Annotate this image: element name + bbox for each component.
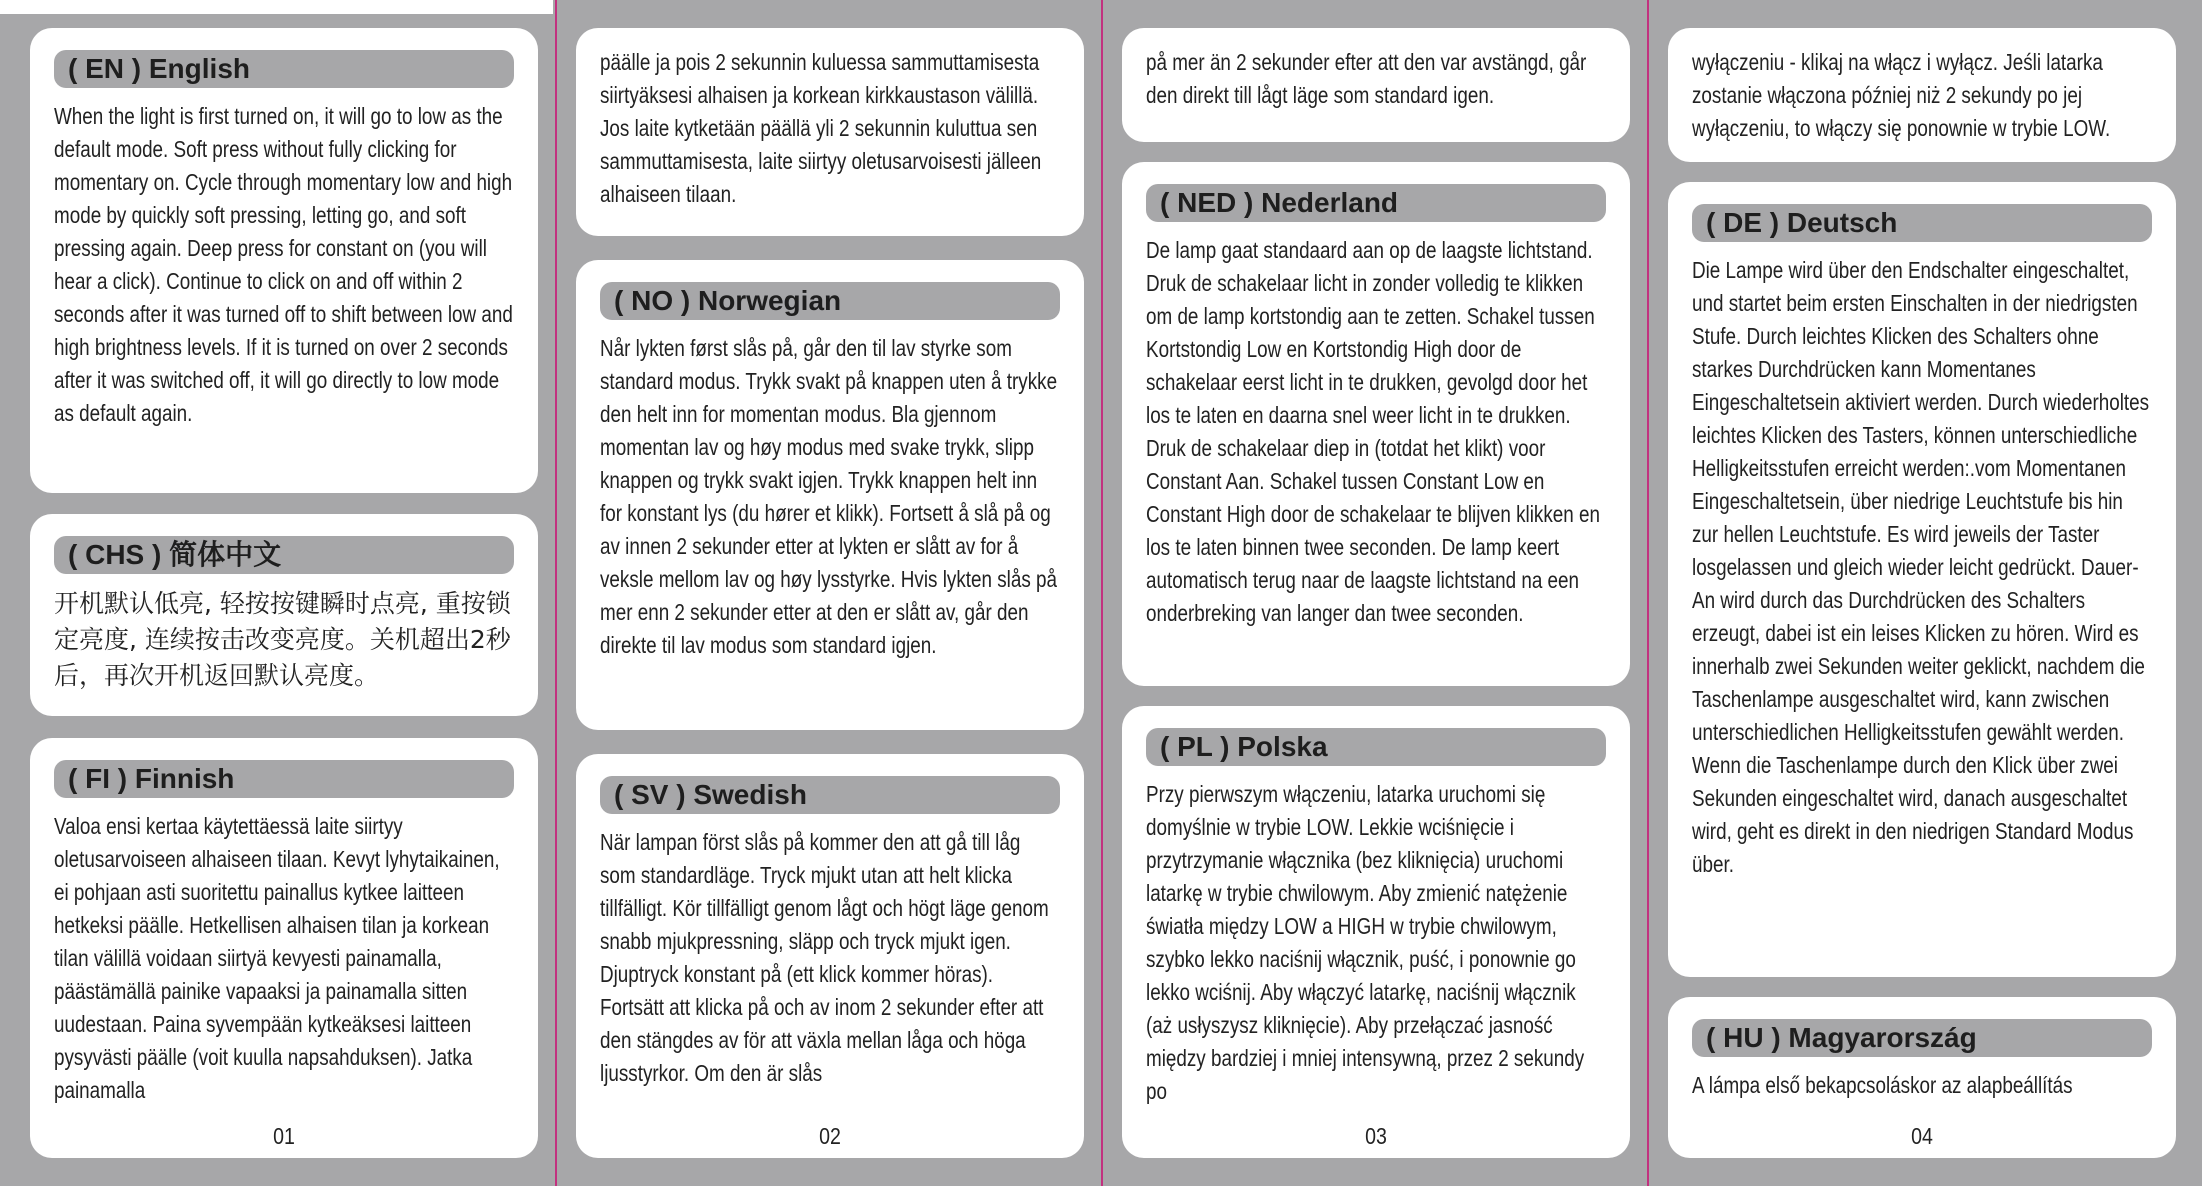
section-body: A lámpa első bekapcsoláskor az alapbeállítás: [1692, 1072, 2073, 1098]
section-header: ( HU ) Magyarország: [1692, 1019, 2152, 1057]
section-card-norwegian: [576, 260, 1084, 730]
panel-divider: [1101, 0, 1103, 1186]
section-header: ( CHS ) 简体中文: [54, 536, 514, 574]
section-header: ( PL ) Polska: [1146, 728, 1606, 766]
section-body: Przy pierwszym włączeniu, latarka uruchomi się domyślnie w trybie LOW. Lekkie wciśnięcie i przytrzymanie włącznika (bez kliknięcia) uruchomi latarkę w trybie chwilowym. Aby zmienić natężenie światła między LOW a HIGH w trybie chwilowym, szybko lekko naciśnij włącznik, puść, i ponownie go lekko wciśnij. Aby włączyć latarkę, naciśnij włącznik (aż usłyszysz kliknięcie). Aby przełączać jasność między bardziej i mniej intensywną, przez 2 sekundy po: [1146, 781, 1585, 1104]
section-body: De lamp gaat standaard aan op de laagste lichtstand. Druk de schakelaar licht in zonder volledig te klikken om de lamp kortstondig aan te zetten. Schakel tussen Kortstondig Low en Kortstondig High door de schakelaar eerst licht in te drukken, gevolgd door het los te laten en daarna snel weer licht in te drukken. Druk de schakelaar diep in (totdat het klikt) voor Constant Aan. Schakel tussen Constant Low en Constant High door de schakelaar te blijven klikken en los te laten binnen twee seconden. De lamp keert automatisch terug naar de laagste lichtstand na een onderbreking van langer dan twee seconden.: [1146, 237, 1600, 626]
section-card-finnish-cont: [576, 28, 1084, 236]
section-card-chinese: [30, 514, 538, 716]
section-card-finnish: [30, 738, 538, 1158]
section-header: ( DE ) Deutsch: [1692, 204, 2152, 242]
section-header: ( NO ) Norwegian: [600, 282, 1060, 320]
section-body: päälle ja pois 2 sekunnin kuluessa sammuttamisesta siirtyäksesi alhaisen ja korkean kirkkaustason välillä. Jos laite kytketään päällä yli 2 sekunnin kuluttua sen sammuttamisesta, laite siirtyy oletusarvoisesti jälleen alhaiseen tilaan.: [600, 49, 1042, 207]
section-card-swedish-cont: [1122, 28, 1630, 142]
section-body: Når lykten først slås på, går den til lav styrke som standard modus. Trykk svakt på knappen uten å trykke den helt inn for momentan modus. Bla gjennom momentan lav og høy modus med svake trykk, slipp knappen og trykk svakt igjen. Trykk knappen helt inn for konstant lys (du hører et klikk). Fortsett å slå på og av innen 2 sekunder etter at lykten er slått av for å veksle mellom lav og høy lysstyrke. Hvis lykten slås på mer enn 2 sekunder etter at den er slått av, går den direkte til lav modus som standard igjen.: [600, 335, 1058, 658]
page-number: 03: [1365, 1123, 1387, 1149]
section-body: Die Lampe wird über den Endschalter eingeschaltet, und startet beim ersten Einschalten in der niedrigsten Stufe. Durch leichtes Klicken des Schalters ohne starkes Durchdrücken kann Momentanes Eingeschaltetsein aktiviert werden. Durch wiederholtes leichtes Klicken des Tasters, können unterschiedliche Helligkeitsstufen erreicht werden:.vom Momentanen Eingeschaltetsein, über niedrige Leuchtstufe bis hin zur hellen Leuchtstufe. Es wird jeweils der Taster losgelassen und gleich wieder leicht gedrückt. Dauer-An wird durch das Durchdrücken des Schalters erzeugt, dabei ist ein leises Klicken zu hören. Wird es innerhalb zwei Sekunden weiter geklickt, nachdem die Taschenlampe ausgeschaltet wird, kann zwischen unterschiedlichen Helligkeitsstufen gewählt werden. Wenn die Taschenlampe durch den Klick über zwei Sekunden eingeschaltet wird, danach ausgeschaltet wird, geht es direkt in den niedrigen Standard Modus über.: [1692, 257, 2150, 877]
page-number: 04: [1911, 1123, 1933, 1149]
panel-divider: [555, 0, 557, 1186]
section-body: When the light is first turned on, it will go to low as the default mode. Soft press without fully clicking for momentary on. Cycle through momentary low and high mode by quickly soft pressing, letting go, and soft pressing again. Deep press for constant on (you will hear a click). Continue to click on and off within 2 seconds after it was turned off to shift between low and high brightness levels. If it is turned on over 2 seconds after it was switched off, it will go directly to low mode as default again.: [54, 103, 513, 426]
section-card-english: [30, 28, 538, 493]
section-header: ( NED ) Nederland: [1146, 184, 1606, 222]
section-card-swedish: [576, 754, 1084, 1158]
top-edge-strip: [0, 0, 553, 14]
section-card-polish: [1122, 706, 1630, 1158]
section-card-polish-cont: [1668, 28, 2176, 162]
section-card-german: [1668, 182, 2176, 977]
section-header: ( FI ) Finnish: [54, 760, 514, 798]
section-body: på mer än 2 sekunder efter att den var avstängd, går den direkt till lågt läge som standard igen.: [1146, 49, 1587, 108]
section-body: wyłączeniu - klikaj na włącz i wyłącz. Jeśli latarka zostanie włączona później niż 2 sekundy po jej wyłączeniu, to włączy się ponownie w trybie LOW.: [1692, 49, 2111, 141]
section-card-hungarian: [1668, 997, 2176, 1158]
section-header: ( EN ) English: [54, 50, 514, 88]
section-body: När lampan först slås på kommer den att gå till låg som standardläge. Tryck mjukt utan att helt klicka tillfälligt. Kör tillfälligt genom lågt och högt läge genom snabb mjukpressning, släpp och tryck mjukt igen. Djuptryck konstant på (ett klick kommer höras). Fortsätt att klicka på och av inom 2 sekunder efter att den stängdes av för att växla mellan låga och höga ljusstyrkor. Om den är slås: [600, 829, 1049, 1086]
page-number: 01: [273, 1123, 295, 1149]
section-body: Valoa ensi kertaa käytettäessä laite siirtyy oletusarvoiseen alhaiseen tilaan. Kevyt lyhytaikainen, ei pohjaan asti suoritettu painallus kytkee laitteen hetkeksi päälle. Hetkellisen alhaisen tilan ja korkean tilan välillä voidaan siirtyä kevyesti painamalla, päästämällä painike vapaaksi ja painamalla sitten uudestaan. Paina syvempään kytkeäksesi laitteen pysyvästi päälle (voit kuulla napsahduksen). Jatka painamalla: [54, 813, 500, 1103]
section-body: 开机默认低亮, 轻按按键瞬时点亮, 重按锁定亮度, 连续按击改变亮度。关机超出2秒后，再次开机返回默认亮度。: [54, 589, 511, 690]
page-number: 02: [819, 1123, 841, 1149]
section-header: ( SV ) Swedish: [600, 776, 1060, 814]
panel-divider: [1647, 0, 1649, 1186]
section-card-dutch: [1122, 162, 1630, 686]
